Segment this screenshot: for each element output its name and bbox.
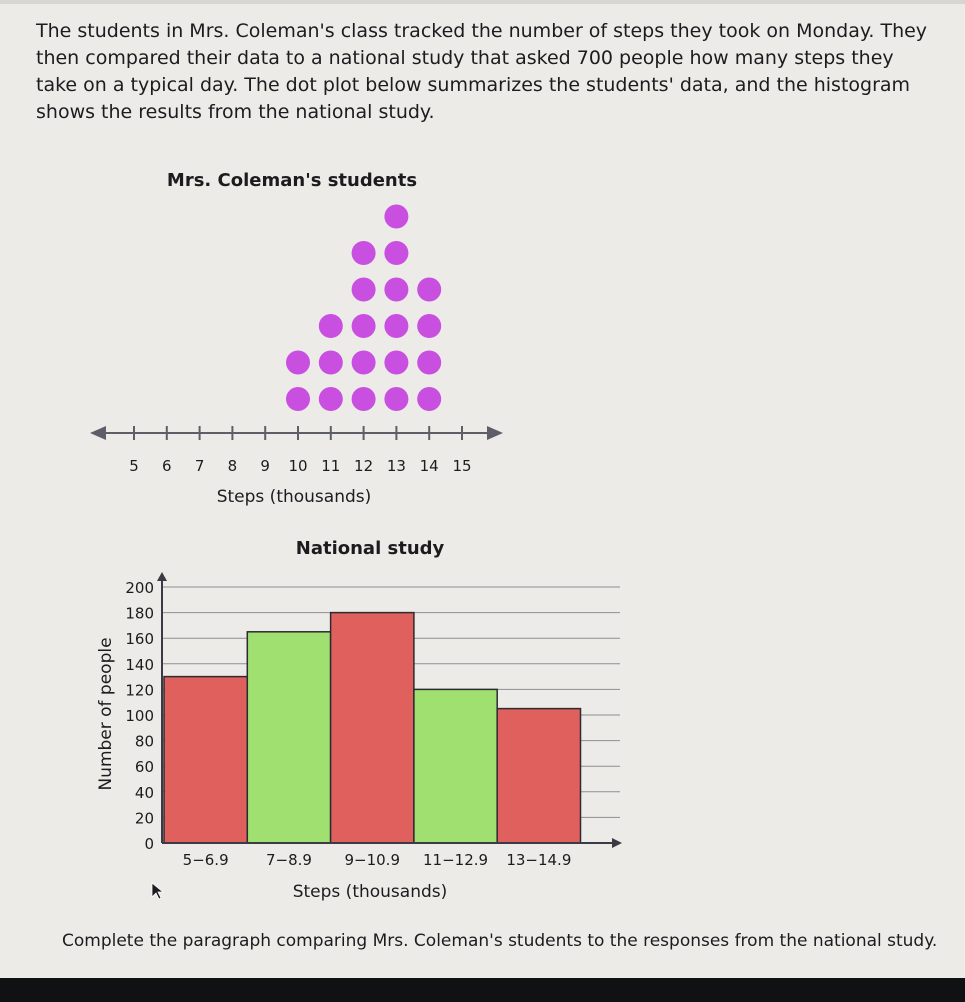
dot-plot-tick-label: 5 bbox=[129, 457, 139, 475]
dot-plot-x-axis-title: Steps (thousands) bbox=[216, 487, 372, 507]
histogram-y-tick-label: 140 bbox=[125, 655, 154, 674]
histogram-y-tick-label: 40 bbox=[134, 783, 154, 802]
histogram-y-axis-title: Number of people bbox=[96, 637, 116, 791]
dot-plot-title: Mrs. Coleman's students bbox=[166, 170, 418, 191]
histogram-y-tick-label: 120 bbox=[125, 681, 154, 700]
histogram-bar bbox=[164, 677, 247, 843]
histogram-y-tick-label: 100 bbox=[125, 707, 154, 725]
intro-paragraph: The students in Mrs. Coleman's class tracked the number of steps they took on Monday. They then compared their data to a national study that asked 700 people how many steps they take on a typical day. The dot plot below summarizes the students' data, and the histogram shows the results from the national study. bbox=[36, 20, 928, 123]
histogram-y-axis-arrow bbox=[157, 572, 167, 581]
histogram-x-axis-title: Steps (thousands) bbox=[292, 882, 448, 902]
histogram-x-tick-label: 7−8.9 bbox=[265, 851, 312, 869]
question-prompt: Complete the paragraph comparing Mrs. Coleman's students to the responses from the national study. bbox=[62, 931, 938, 951]
dot-plot-tick-label: 9 bbox=[260, 457, 270, 475]
histogram-y-tick-label: 0 bbox=[144, 835, 154, 853]
histogram-y-tick-label: 20 bbox=[134, 809, 154, 828]
histogram-bar bbox=[331, 613, 414, 843]
histogram-x-tick-label: 13−14.9 bbox=[506, 851, 572, 869]
histogram-y-tick-label: 200 bbox=[125, 579, 154, 597]
dot-plot-tick-label: 13 bbox=[386, 457, 406, 475]
histogram-x-tick-label: 5−6.9 bbox=[182, 851, 229, 869]
dot-plot-tick-label: 14 bbox=[419, 457, 439, 475]
histogram-x-tick-label: 9−10.9 bbox=[344, 851, 401, 869]
histogram-y-tick-label: 80 bbox=[134, 732, 154, 751]
dot-plot-tick-label: 6 bbox=[162, 457, 172, 475]
histogram-title: National study bbox=[295, 538, 445, 559]
bottom-bar bbox=[0, 978, 965, 1002]
mouse-cursor-icon bbox=[152, 883, 163, 899]
dot-plot-tick-label: 7 bbox=[194, 457, 205, 475]
dot-plot-tick-label: 12 bbox=[354, 457, 374, 475]
histogram-y-tick-label: 60 bbox=[134, 758, 154, 777]
dot-plot-tick-label: 8 bbox=[227, 457, 238, 475]
histogram-bar bbox=[247, 632, 330, 843]
histogram-x-axis-arrow bbox=[612, 838, 622, 848]
histogram-y-tick-label: 160 bbox=[125, 630, 154, 649]
histogram-x-tick-label: 11−12.9 bbox=[423, 851, 489, 869]
histogram-bar bbox=[414, 689, 497, 843]
dot-plot-tick-label: 10 bbox=[288, 457, 308, 475]
dot-plot-tick-label: 15 bbox=[452, 457, 472, 475]
histogram-bar bbox=[497, 709, 580, 843]
dot-plot-tick-label: 11 bbox=[321, 457, 341, 475]
histogram-y-tick-label: 180 bbox=[125, 604, 154, 623]
